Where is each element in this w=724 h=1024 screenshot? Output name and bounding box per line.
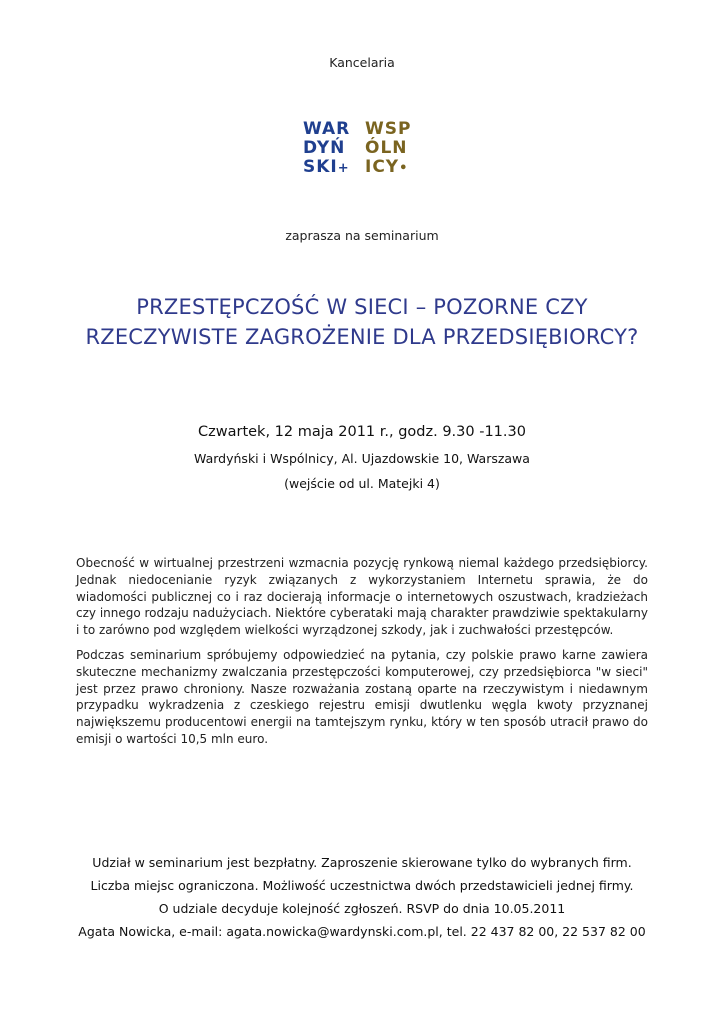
logo-dot-mark: • (399, 161, 409, 176)
footer-info (0, 851, 724, 943)
description-paragraph: Obecność w wirtualnej przestrzeni wzmacnia pozycję rynkową niemal każdego przedsiębiorcy. Jednak niedocenianie ryzyk związanych z wykorzystaniem Internetu sprawia, że do wiadomości publicznej co i raz docierają informacje o internetowych oszustwach, kradzieżach czy innego rodzaju nadużyciach. Niektóre cyberataki mają charakter prawdziwie spektakularny i to zarówno pod względem wielkości wyrządzonej szkody, jak i zuchwałości przestępców. (76, 556, 648, 638)
footer-line: Udział w seminarium jest bezpłatny. Zaproszenie skierowane tylko do wybranych firm. (92, 855, 632, 870)
logo-left-line: WAR (303, 119, 351, 139)
firm-logo (303, 120, 433, 182)
logo-left-line: DYŃ (303, 138, 346, 158)
event-entry: (wejście od ul. Matejki 4) (284, 476, 440, 491)
header-label: Kancelaria (329, 55, 395, 70)
logo-right-line: ÓLN (365, 138, 408, 158)
logo-left-line: SKI (303, 157, 338, 177)
logo-right-line: ICY (365, 157, 400, 177)
logo-right-column (365, 120, 411, 178)
seminar-title-line: PRZESTĘPCZOŚĆ W SIECI – POZORNE CZY (136, 295, 588, 319)
event-venue: Wardyński i Wspólnicy, Al. Ujazdowskie 10, Warszawa (194, 451, 530, 466)
footer-line: O udziale decyduje kolejność zgłoszeń. RSVP do dnia 10.05.2011 (158, 901, 566, 916)
logo-plus-mark: + (337, 161, 350, 176)
seminar-title-line: RZECZYWISTE ZAGROŻENIE DLA PRZEDSIĘBIORCY? (85, 325, 639, 349)
description-paragraph: Podczas seminarium spróbujemy odpowiedzieć na pytania, czy polskie prawo karne zawiera skuteczne mechanizmy zwalczania przestępczości komputerowej, czy przedsiębiorca "w sieci" jest przez prawo chroniony. Nasze rozważania zostaną oparte na rzeczywistym i niedawnym przypadku wykradzenia z czeskiego rejestru emisji dwutlenku węgla kwoty przyznanej największemu producentowi energii na tamtejszym rynku, który w ten sposób utracił prawo do emisji o wartości 10,5 mln euro. (76, 647, 648, 746)
invite-text: zaprasza na seminarium (285, 228, 439, 243)
seminar-title (40, 292, 684, 352)
footer-line: Liczba miejsc ograniczona. Możliwość uczestnictwa dwóch przedstawicieli jednej firmy. (90, 878, 634, 893)
description (76, 555, 648, 756)
logo-right-line: WSP (365, 119, 412, 139)
logo-left-column (303, 120, 350, 178)
event-date: Czwartek, 12 maja 2011 r., godz. 9.30 -11.30 (198, 424, 526, 440)
contact-line: Agata Nowicka, e-mail: agata.nowicka@wardynski.com.pl, tel. 22 437 82 00, 22 537 82 00 (78, 924, 646, 939)
